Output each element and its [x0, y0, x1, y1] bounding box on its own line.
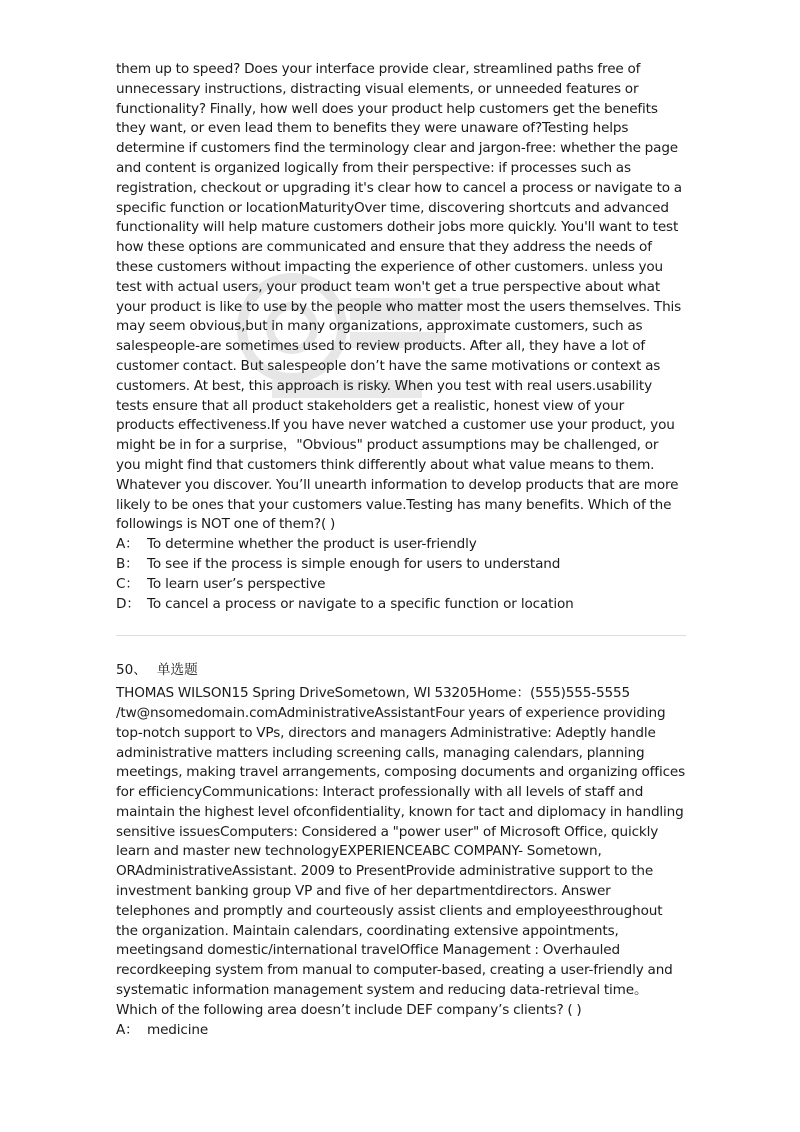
- option-text: medicine: [147, 1021, 209, 1038]
- option-label: D：: [116, 595, 140, 612]
- option-a: [116, 1021, 686, 1041]
- option-label: C：: [116, 575, 139, 592]
- option-text: To learn user’s perspective: [147, 575, 326, 592]
- question-divider: [116, 635, 686, 636]
- question-49-passage: them up to speed? Does your interface provide clear, streamlined paths free of unnecessary instructions, distracting visual elements, or unneeded features or functionality? Finally, how well does your product help customers get the benefits they want, or even lead them to benefits they were unaware of?Testing helps determine if customers find the terminology clear and jargon-free: whether the page and content is organized logically from their perspective: if processes such as registration, checkout or upgrading it's clear how to cancel a process or navigate to a specific function or locationMaturityOver time, discovering shortcuts and advanced functionality will help mature customers dotheir jobs more quickly. You'll want to test how these options are communicated and ensure that they address the needs of these customers without impacting the experience of other customers. unless you test with actual users, your product team won't get a true perspective about what your product is like to use by the people who matter most the users themselves. This may seem obvious,but in many organizations, approximate customers, such as salespeople-are sometimes used to review products. After all, they have a lot of customer contact. But salespeople don’t have the same motivations or context as customers. At best, this approach is risky. When you test with real users.usability tests ensure that all product stakeholders get a realistic, honest view of your products effectiveness.If you have never watched a customer use your product, you might be in for a surprise，"Obvious" product assumptions may be challenged, or you might find that customers think differently about what value means to them. Whatever you discover. You’ll unearth information to develop products that are more likely to be ones that your customers value.Testing has many benefits. Which of the followings is NOT one of them?( ): [116, 61, 682, 533]
- document-page: [116, 60, 686, 1040]
- question-50-options: [116, 1021, 686, 1041]
- question-type: 单选题: [156, 662, 198, 679]
- option-c: [116, 575, 686, 595]
- option-text: To see if the process is simple enough for users to understand: [147, 555, 561, 572]
- option-label: B：: [116, 555, 139, 572]
- option-text: To cancel a process or navigate to a specific function or location: [147, 595, 574, 612]
- option-d: [116, 595, 686, 615]
- question-50: [116, 661, 686, 1040]
- option-text: To determine whether the product is user-friendly: [147, 536, 477, 553]
- option-a: [116, 535, 686, 555]
- question-49: [116, 60, 686, 614]
- option-label: A：: [116, 1021, 139, 1038]
- question-49-options: [116, 535, 686, 614]
- question-50-header: [116, 661, 686, 681]
- option-b: [116, 555, 686, 575]
- question-number: 50、: [116, 662, 147, 679]
- question-50-passage: THOMAS WILSON15 Spring DriveSometown, WI 53205Home：(555)555-5555 /tw@nsomedomain.comAdministrativeAssistantFour years of experience providing top-notch support to VPs, directors and managers Administrative: Adeptly handle administrative matters including screening calls, managing calendars, planning meetings, making travel arrangements, composing documents and organizing offices for efficiencyCommunications: Interact professionally with all levels of staff and maintain the highest level ofconfidentiality, known for tact and diplomacy in handling sensitive issuesComputers: Considered a "power user" of Microsoft Office, quickly learn and master new technologyEXPERIENCEABC COMPANY- Sometown, ORAdministrativeAssistant. 2009 to PresentProvide administrative support to the investment banking group VP and five of her departmentdirectors. Answer telephones and promptly and courteously assist clients and employeesthroughout the organization. Maintain calendars, coordinating extensive appointments, meetingsand domestic/international travelOffice Management : Overhauled recordkeeping system from manual to computer-based, creating a user-friendly and systematic information management system and reducing data-retrieval time。Which of the following area doesn’t include DEF company’s clients? ( ): [116, 685, 686, 1018]
- option-label: A：: [116, 536, 139, 553]
